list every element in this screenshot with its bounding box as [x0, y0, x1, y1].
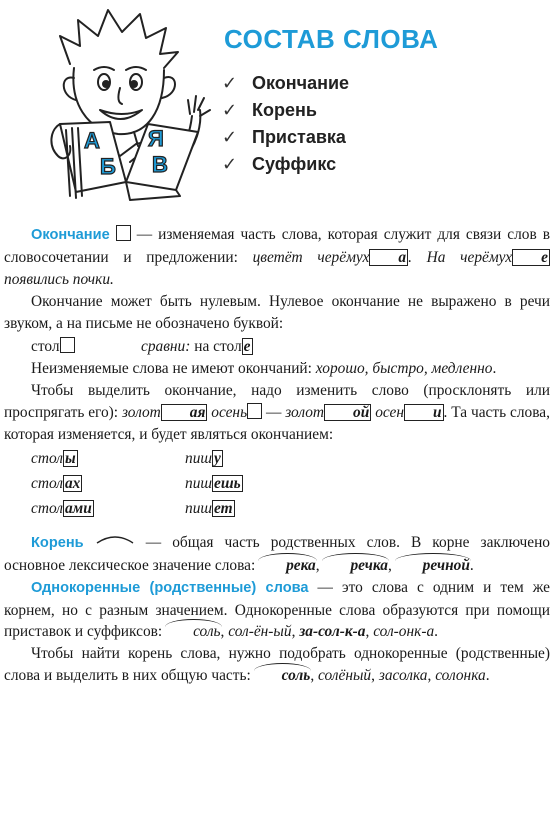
check-icon: ✓ [222, 73, 238, 93]
root-example: соль [255, 665, 311, 687]
example-text: золот [121, 404, 161, 422]
compare-label: сравни: [141, 337, 191, 355]
root-example: соль [166, 621, 220, 643]
check-icon: ✓ [222, 100, 238, 120]
zero-ending-text: Окончание может быть нулевым. Нулевое окончание не выражено в речи звуком, а на письме не обозначено буквой: [4, 292, 550, 332]
term-related-words: Однокоренные (родственные) слова [31, 579, 309, 596]
body-text: Чтобы выделить окончание, надо изменить слово (просклонять или проспрягать его): [4, 382, 550, 422]
find-ending-text [4, 380, 550, 446]
boy-with-book-illustration [30, 6, 230, 201]
topic-label: Окончание [252, 73, 350, 93]
empty-ending-box [247, 403, 262, 419]
example-text: солонка [435, 667, 486, 685]
topic-item [222, 70, 349, 97]
unchangeable-text: Неизменяемые слова не имеют окончаний: хорошо, быстро, медленно. [31, 360, 497, 378]
main-content [4, 224, 550, 687]
endings-table [4, 448, 550, 520]
topic-label: Корень [252, 100, 317, 120]
ending-box: и [404, 404, 444, 421]
topic-item [222, 124, 349, 151]
book-letter-ya: Я [148, 126, 164, 151]
endings-row: стол ы пиш у [31, 450, 221, 468]
term-root: Корень [31, 534, 84, 551]
ending-symbol-icon [116, 225, 131, 241]
definition-text: — изменяемая часть слова, которая служит для связи слов в словосочетании и предложении: [4, 226, 550, 266]
endings-row: стол ах пиш ешь [31, 474, 241, 492]
ending-box: е [512, 249, 550, 266]
example-word: на стол [194, 337, 242, 355]
topic-label: Приставка [252, 127, 346, 147]
example-text: сол-ён-ый [228, 623, 292, 641]
topic-item [222, 151, 349, 178]
ending-box: ая [161, 404, 208, 421]
ending-box: ой [324, 404, 371, 421]
book-letter-b: Б [100, 154, 116, 179]
ending-definition [4, 224, 550, 291]
definition-text: — это слова с одним и тем же корнем, но с разным значением. Однокоренные слова образуются при помощи приставок и суффиксов: [4, 578, 550, 641]
dash: — [262, 404, 286, 422]
example-text: осен [375, 404, 404, 422]
root-example: речной [396, 555, 470, 577]
book-letter-a: А [84, 128, 100, 153]
definition-text: — общая часть родственных слов. В корне заключено основное лексическое значение слова: [4, 533, 550, 574]
example-text: появились почки. [4, 270, 114, 288]
ending-box: у [214, 450, 221, 468]
book-letter-v: В [152, 152, 168, 177]
ending-box: ами [64, 499, 92, 517]
check-icon: ✓ [222, 127, 238, 147]
ending-box: ет [214, 499, 233, 517]
term-ending: Окончание [31, 227, 110, 243]
body-text: . Та часть слова, которая изменяется, и будет являться окончанием: [4, 404, 550, 444]
check-icon: ✓ [222, 154, 238, 174]
ending-box: е [243, 337, 251, 355]
related-words-definition: Однокоренные (родственные) слова — это слова с одним и тем же корнем, но с разным значением. Однокоренные слова образуются при помощи приставок и суффиксов: соль, сол-ён-ый, за-сол-к-а, сол-онк-а. [4, 577, 550, 644]
ending-box: ы [64, 450, 76, 468]
topics-list [222, 70, 349, 178]
example-text: золот [285, 404, 325, 422]
empty-ending-box [60, 337, 75, 353]
body-text: Неизменяемые слова не имеют окончаний: [31, 360, 316, 378]
ending-box: ешь [214, 474, 241, 492]
example-text: цветёт черёмух [252, 248, 370, 266]
zero-ending-example [4, 336, 550, 358]
page-title: СОСТАВ СЛОВА [224, 24, 439, 54]
example-text: засолка [378, 667, 428, 685]
root-arc-icon [95, 534, 135, 544]
example-text: осень [211, 404, 248, 422]
example-text: за-сол-к-а [299, 623, 366, 641]
topic-label: Суффикс [252, 154, 337, 174]
endings-row: стол ами пиш ет [31, 499, 233, 517]
topic-item [222, 97, 349, 124]
example-word: стол [31, 337, 60, 355]
find-root-text: Чтобы найти корень слова, нужно подобрать однокоренные (родственные) слова и выделить в них общую часть: соль, солёный, засолка, солонка. [4, 643, 550, 687]
root-example: река [259, 555, 316, 577]
root-example: речка [323, 555, 388, 577]
root-definition: Корень — общая часть родственных слов. В корне заключено основное лексическое значение слова: река, речка, речной. [4, 532, 550, 577]
example-text: хорошо, быстро, медленно [315, 360, 493, 378]
ending-box: а [369, 249, 408, 266]
example-text: сол-онк-а [373, 623, 435, 641]
example-text: солёный [318, 667, 372, 685]
example-text: . На черёмух [408, 248, 513, 266]
ending-box: ах [64, 474, 81, 492]
body-text: Чтобы найти корень слова, нужно подобрать однокоренные (родственные) слова и выделить в них общую часть: [4, 645, 550, 685]
